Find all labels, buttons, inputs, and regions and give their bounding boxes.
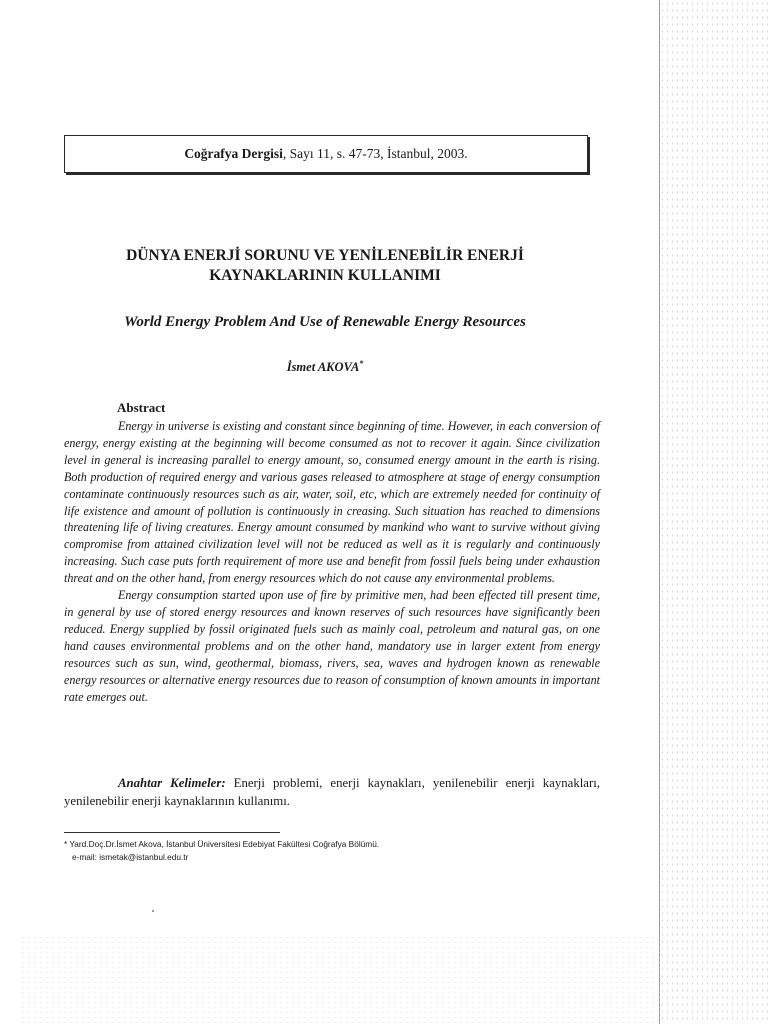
footnote-affiliation-line bbox=[64, 838, 604, 851]
journal-name: Coğrafya Dergisi bbox=[184, 146, 283, 161]
scan-speck bbox=[152, 910, 154, 912]
paper-title-line-1: DÜNYA ENERJİ SORUNU VE YENİLENEBİLİR ENERJİ bbox=[126, 247, 524, 264]
keywords bbox=[64, 774, 600, 810]
author-name: İsmet AKOVA bbox=[286, 360, 360, 375]
paper-title bbox=[60, 246, 590, 286]
journal-citation-box bbox=[64, 135, 588, 173]
footnote-affiliation: Yard.Doç.Dr.İsmet Akova, İstanbul Üniversitesi Edebiyat Fakültesi Coğrafya Bölümü. bbox=[67, 839, 380, 849]
abstract-paragraph-1: Energy in universe is existing and constant since beginning of time. However, in each conversion of energy, energy existing at the beginning will become consumed as not to recover it again. Since civilization level in general is increasing parallel to energy amount, so, consumed energy amount in the earth is rising. Both production of required energy and various gases released to atmosphere at stage of energy consumption contaminate continuously resources such as air, water, soil, etc, which are extremely needed for continuity of life existence and amount of pollution is continuously in creasing. Such situation has reached to dimensions threatening life of living creatures. Energy amount consumed by mankind who want to survive without giving compromise from attained civilization level will not be reduced as well as it is regularly and continuously increasing. Such case puts forth requirement of more use and benefit from fossil fuels being under exhaustion threat and on the other hand, from energy resources which do not cause any environmental problems. bbox=[64, 419, 600, 586]
paper-title-line-2: KAYNAKLARININ KULLANIMI bbox=[209, 267, 441, 284]
keywords-label: Anahtar Kelimeler: bbox=[118, 776, 226, 790]
footnote bbox=[64, 838, 604, 864]
footnote-divider bbox=[64, 832, 280, 833]
keywords-text: Enerji problemi, enerji kaynakları, yenilenebilir enerji kaynakları, yenilenebilir enerji kaynaklarının kullanımı. bbox=[64, 776, 600, 808]
footnote-email: e-mail: ismetak@istanbul.edu.tr bbox=[72, 852, 189, 862]
footnote-marker: * bbox=[64, 839, 68, 849]
journal-details: , Sayı 11, s. 47-73, İstanbul, 2003. bbox=[282, 146, 468, 161]
author bbox=[60, 359, 590, 375]
english-title: World Energy Problem And Use of Renewable Energy Resources bbox=[124, 314, 526, 330]
scan-bottom-texture bbox=[20, 935, 660, 1024]
author-footnote-marker: * bbox=[359, 359, 364, 368]
abstract-paragraph-2: Energy consumption started upon use of fire by primitive men, had been effected till present time, in general by use of stored energy resources and known reserves of such resources have significantly been reduced. Energy supplied by fossil originated fuels such as mainly coal, petroleum and natural gas, on one hand causes environmental problems and on the other hand, mandatory use in larger extent from energy resources such as sun, wind, geothermal, biomass, rivers, sea, waves and hydrogen known as renewable energy resources or alternative energy resources due to reason of consumption of known amounts in important rate emerges out. bbox=[64, 588, 600, 704]
abstract-heading: Abstract bbox=[117, 400, 166, 415]
abstract-body bbox=[64, 418, 600, 705]
scan-edge-texture bbox=[659, 0, 768, 1024]
